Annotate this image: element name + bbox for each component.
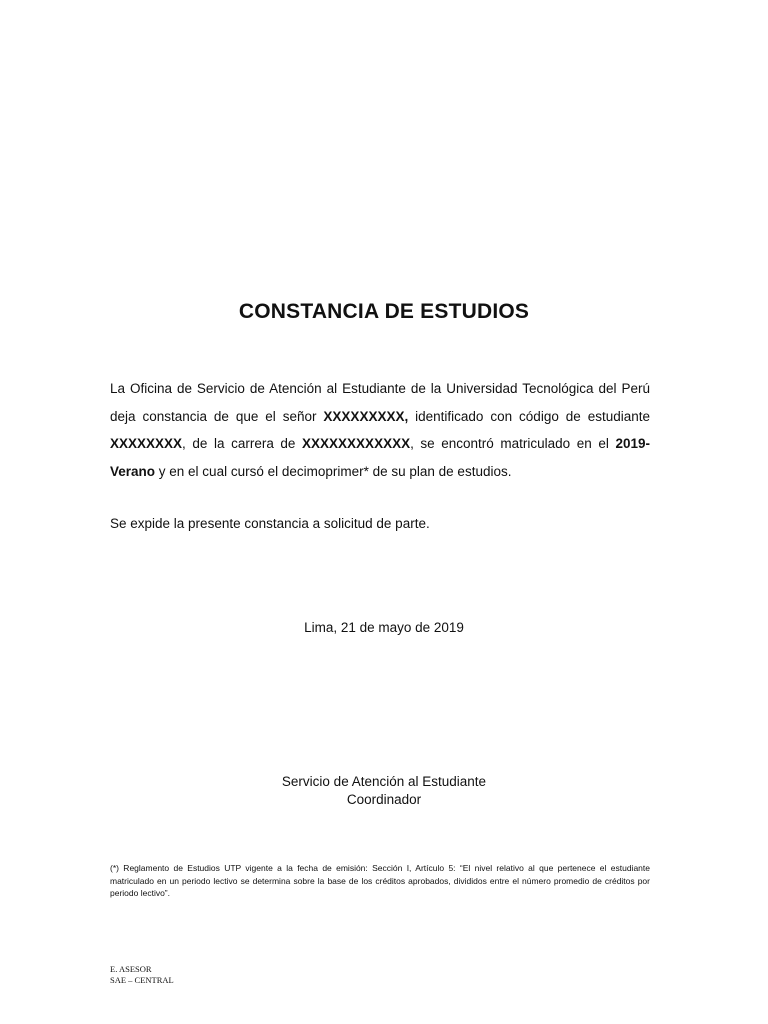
paragraph-text-3: , de la carrera de — [182, 436, 303, 451]
paragraph-text-1: La Oficina de Servicio de Atención al Estudiante de la Universidad Tecnológica del Perú deja constancia de que el señor — [110, 381, 650, 424]
place-date: Lima, 21 de mayo de 2019 — [304, 620, 464, 635]
certificate-paragraph — [110, 375, 650, 485]
issuance-statement: Se expide la presente constancia a solicitud de parte. — [110, 516, 430, 531]
paragraph-text-2: identificado con código de estudiante — [408, 408, 650, 424]
student-code: XXXXXXXX — [110, 436, 183, 451]
document-title: CONSTANCIA DE ESTUDIOS — [238, 300, 530, 323]
paragraph-text-5: y en el cual cursó el decimoprimer* de su plan de estudios. — [155, 463, 512, 479]
footer-line-1: E. ASESOR — [110, 964, 152, 974]
signature-office: Servicio de Atención al Estudiante — [281, 774, 487, 789]
signature-block — [0, 773, 768, 809]
footer-line-2: SAE – CENTRAL — [110, 974, 174, 985]
footnote: (*) Reglamento de Estudios UTP vigente a la fecha de emisión: Sección I, Artículo 5: “El nivel relativo al que pertenece el estudiante matriculado en un periodo lectivo se determina sobre la base de los créditos aprobados, divididos entre el número promedio de créditos por periodo lectivo”. — [110, 863, 650, 898]
paragraph-text-4: , se encontró matriculado en el — [410, 436, 616, 451]
footer-reference — [110, 964, 174, 985]
student-name: XXXXXXXXX, — [323, 408, 409, 424]
signature-role: Coordinador — [346, 792, 422, 807]
enrollment-period: 2019-Verano — [110, 436, 650, 479]
career-name: XXXXXXXXXXXX — [302, 436, 411, 451]
